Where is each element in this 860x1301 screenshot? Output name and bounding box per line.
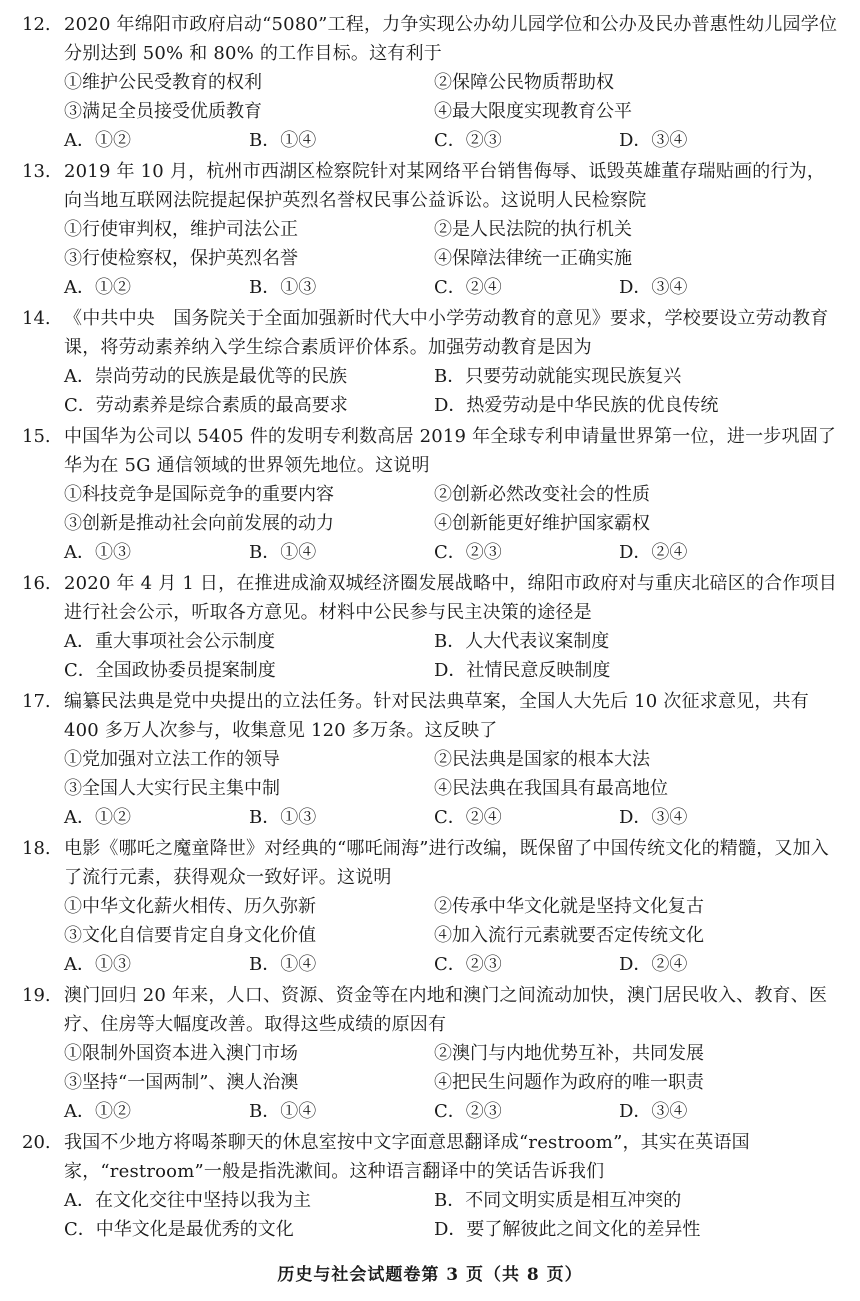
statement-item: ④最大限度实现教育公平 bbox=[434, 101, 632, 122]
question-20 bbox=[22, 1128, 842, 1244]
question-number: 19. bbox=[22, 985, 51, 1006]
statement-item: ②是人民法院的执行机关 bbox=[434, 219, 632, 240]
choice-row bbox=[64, 391, 842, 420]
choice-d: D．社情民意反映制度 bbox=[434, 660, 611, 681]
choice-d: D．②④ bbox=[619, 542, 688, 563]
question-stem: 2019 年 10 月，杭州市西湖区检察院针对某网络平台销售侮辱、诋毁英雄董存瑞贴画的行为，向当地互联网法院提起保护英烈名誉权民事公益诉讼。这说明人民检察院 bbox=[64, 161, 826, 211]
statement-row bbox=[64, 509, 842, 538]
question-stem: 澳门回归 20 年来，人口、资源、资金等在内地和澳门之间流动加快，澳门居民收入、教育、医疗、住房等大幅度改善。取得这些成绩的原因有 bbox=[64, 985, 828, 1035]
choice-a: A．崇尚劳动的民族是最优等的民族 bbox=[64, 366, 347, 387]
question-number: 13. bbox=[22, 161, 51, 182]
question-16 bbox=[22, 569, 842, 685]
question-12 bbox=[22, 10, 842, 155]
statement-row bbox=[64, 1068, 842, 1097]
choice-row bbox=[64, 538, 842, 567]
choice-b: B．只要劳动就能实现民族复兴 bbox=[434, 366, 682, 387]
choice-b: B．不同文明实质是相互冲突的 bbox=[434, 1190, 682, 1211]
statement-item: ④把民生问题作为政府的唯一职责 bbox=[434, 1072, 704, 1093]
statement-item: ①党加强对立法工作的领导 bbox=[64, 749, 280, 770]
choice-a: A．重大事项社会公示制度 bbox=[64, 631, 275, 652]
choice-row bbox=[64, 950, 842, 979]
statement-item: ②保障公民物质帮助权 bbox=[434, 72, 614, 93]
question-number: 15. bbox=[22, 426, 51, 447]
choice-c: C．②③ bbox=[434, 954, 502, 975]
choice-row bbox=[64, 803, 842, 832]
question-number: 18. bbox=[22, 838, 51, 859]
statement-row bbox=[64, 215, 842, 244]
statement-item: ③文化自信要肯定自身文化价值 bbox=[64, 925, 316, 946]
choice-row bbox=[64, 126, 842, 155]
question-stem: 编纂民法典是党中央提出的立法任务。针对民法典草案，全国人大先后 10 次征求意见，共有 400 多万人次参与，收集意见 120 多万条。这反映了 bbox=[64, 691, 809, 741]
question-number: 12. bbox=[22, 14, 51, 35]
statement-item: ②民法典是国家的根本大法 bbox=[434, 749, 650, 770]
statement-item: ①限制外国资本进入澳门市场 bbox=[64, 1043, 298, 1064]
question-15 bbox=[22, 422, 842, 567]
statement-row bbox=[64, 480, 842, 509]
statement-item: ①行使审判权，维护司法公正 bbox=[64, 219, 298, 240]
choice-row bbox=[64, 1097, 842, 1126]
question-19 bbox=[22, 981, 842, 1126]
question-stem: 电影《哪吒之魔童降世》对经典的“哪吒闹海”进行改编，既保留了中国传统文化的精髓，又加入了流行元素，获得观众一致好评。这说明 bbox=[64, 838, 829, 888]
choice-row bbox=[64, 273, 842, 302]
question-14 bbox=[22, 304, 842, 420]
choice-b: B．人大代表议案制度 bbox=[434, 631, 610, 652]
choice-d: D．③④ bbox=[619, 1101, 688, 1122]
choice-b: B．①④ bbox=[249, 954, 317, 975]
choice-d: D．热爱劳动是中华民族的优良传统 bbox=[434, 395, 719, 416]
question-stem: 2020 年 4 月 1 日，在推进成渝双城经济圈发展战略中，绵阳市政府对与重庆北碚区的合作项目进行社会公示，听取各方意见。材料中公民参与民主决策的途径是 bbox=[64, 573, 837, 623]
choice-b: B．①③ bbox=[249, 807, 317, 828]
question-number: 14. bbox=[22, 308, 51, 329]
statement-item: ③满足全员接受优质教育 bbox=[64, 101, 262, 122]
statement-row bbox=[64, 892, 842, 921]
statement-row bbox=[64, 244, 842, 273]
statement-item: ①维护公民受教育的权利 bbox=[64, 72, 262, 93]
statement-row bbox=[64, 774, 842, 803]
choice-a: A．①② bbox=[64, 1101, 131, 1122]
choice-d: D．要了解彼此之间文化的差异性 bbox=[434, 1219, 701, 1240]
statement-item: ③行使检察权，保护英烈名誉 bbox=[64, 248, 298, 269]
choice-c: C．②④ bbox=[434, 277, 502, 298]
statement-item: ②创新必然改变社会的性质 bbox=[434, 484, 650, 505]
statement-item: ①中华文化薪火相传、历久弥新 bbox=[64, 896, 316, 917]
choice-d: D．②④ bbox=[619, 954, 688, 975]
question-stem: 中国华为公司以 5405 件的发明专利数高居 2019 年全球专利申请量世界第一位，进一步巩固了华为在 5G 通信领域的世界领先地位。这说明 bbox=[64, 426, 837, 476]
statement-row bbox=[64, 97, 842, 126]
statement-item: ②澳门与内地优势互补，共同发展 bbox=[434, 1043, 704, 1064]
choice-b: B．①④ bbox=[249, 130, 317, 151]
choice-c: C．②③ bbox=[434, 1101, 502, 1122]
choice-a: A．①③ bbox=[64, 954, 131, 975]
question-stem: 《中共中央 国务院关于全面加强新时代大中小学劳动教育的意见》要求，学校要设立劳动教育课，将劳动素养纳入学生综合素质评价体系。加强劳动教育是因为 bbox=[64, 308, 829, 358]
choice-d: D．③④ bbox=[619, 130, 688, 151]
question-13 bbox=[22, 157, 842, 302]
choice-row bbox=[64, 656, 842, 685]
choice-b: B．①④ bbox=[249, 542, 317, 563]
choice-a: A．①③ bbox=[64, 542, 131, 563]
choice-row bbox=[64, 627, 842, 656]
statement-row bbox=[64, 921, 842, 950]
question-number: 20. bbox=[22, 1132, 51, 1153]
statement-row bbox=[64, 1039, 842, 1068]
question-17 bbox=[22, 687, 842, 832]
page-footer: 历史与社会试题卷第 3 页（共 8 页） bbox=[277, 1265, 583, 1285]
statement-item: ④创新能更好维护国家霸权 bbox=[434, 513, 650, 534]
choice-a: A．①② bbox=[64, 130, 131, 151]
statement-item: ④加入流行元素就要否定传统文化 bbox=[434, 925, 704, 946]
choice-c: C．②③ bbox=[434, 130, 502, 151]
choice-a: A．在文化交往中坚持以我为主 bbox=[64, 1190, 311, 1211]
statement-item: ③坚持“一国两制”、澳人治澳 bbox=[64, 1072, 299, 1093]
choice-c: C．劳动素养是综合素质的最高要求 bbox=[64, 395, 348, 416]
choice-a: A．①② bbox=[64, 807, 131, 828]
choice-row bbox=[64, 1186, 842, 1215]
choice-a: A．①② bbox=[64, 277, 131, 298]
choice-b: B．①④ bbox=[249, 1101, 317, 1122]
statement-item: ④保障法律统一正确实施 bbox=[434, 248, 632, 269]
statement-row bbox=[64, 745, 842, 774]
choice-b: B．①③ bbox=[249, 277, 317, 298]
statement-item: ③创新是推动社会向前发展的动力 bbox=[64, 513, 334, 534]
question-stem: 2020 年绵阳市政府启动“5080”工程，力争实现公办幼儿园学位和公办及民办普惠性幼儿园学位分别达到 50% 和 80% 的工作目标。这有利于 bbox=[64, 14, 838, 64]
choice-c: C．②③ bbox=[434, 542, 502, 563]
statement-item: ③全国人大实行民主集中制 bbox=[64, 778, 280, 799]
statement-row bbox=[64, 68, 842, 97]
choice-d: D．③④ bbox=[619, 807, 688, 828]
choice-c: C．②④ bbox=[434, 807, 502, 828]
question-stem: 我国不少地方将喝茶聊天的休息室按中文字面意思翻译成“restroom”，其实在英语国家，“restroom”一般是指洗漱间。这种语言翻译中的笑话告诉我们 bbox=[64, 1132, 750, 1182]
choice-d: D．③④ bbox=[619, 277, 688, 298]
statement-item: ②传承中华文化就是坚持文化复古 bbox=[434, 896, 704, 917]
question-number: 17. bbox=[22, 691, 51, 712]
choice-row bbox=[64, 1215, 842, 1244]
choice-c: C．全国政协委员提案制度 bbox=[64, 660, 276, 681]
statement-item: ④民法典在我国具有最高地位 bbox=[434, 778, 668, 799]
choice-row bbox=[64, 362, 842, 391]
choice-c: C．中华文化是最优秀的文化 bbox=[64, 1219, 294, 1240]
question-18 bbox=[22, 834, 842, 979]
question-number: 16. bbox=[22, 573, 51, 594]
statement-item: ①科技竞争是国际竞争的重要内容 bbox=[64, 484, 334, 505]
